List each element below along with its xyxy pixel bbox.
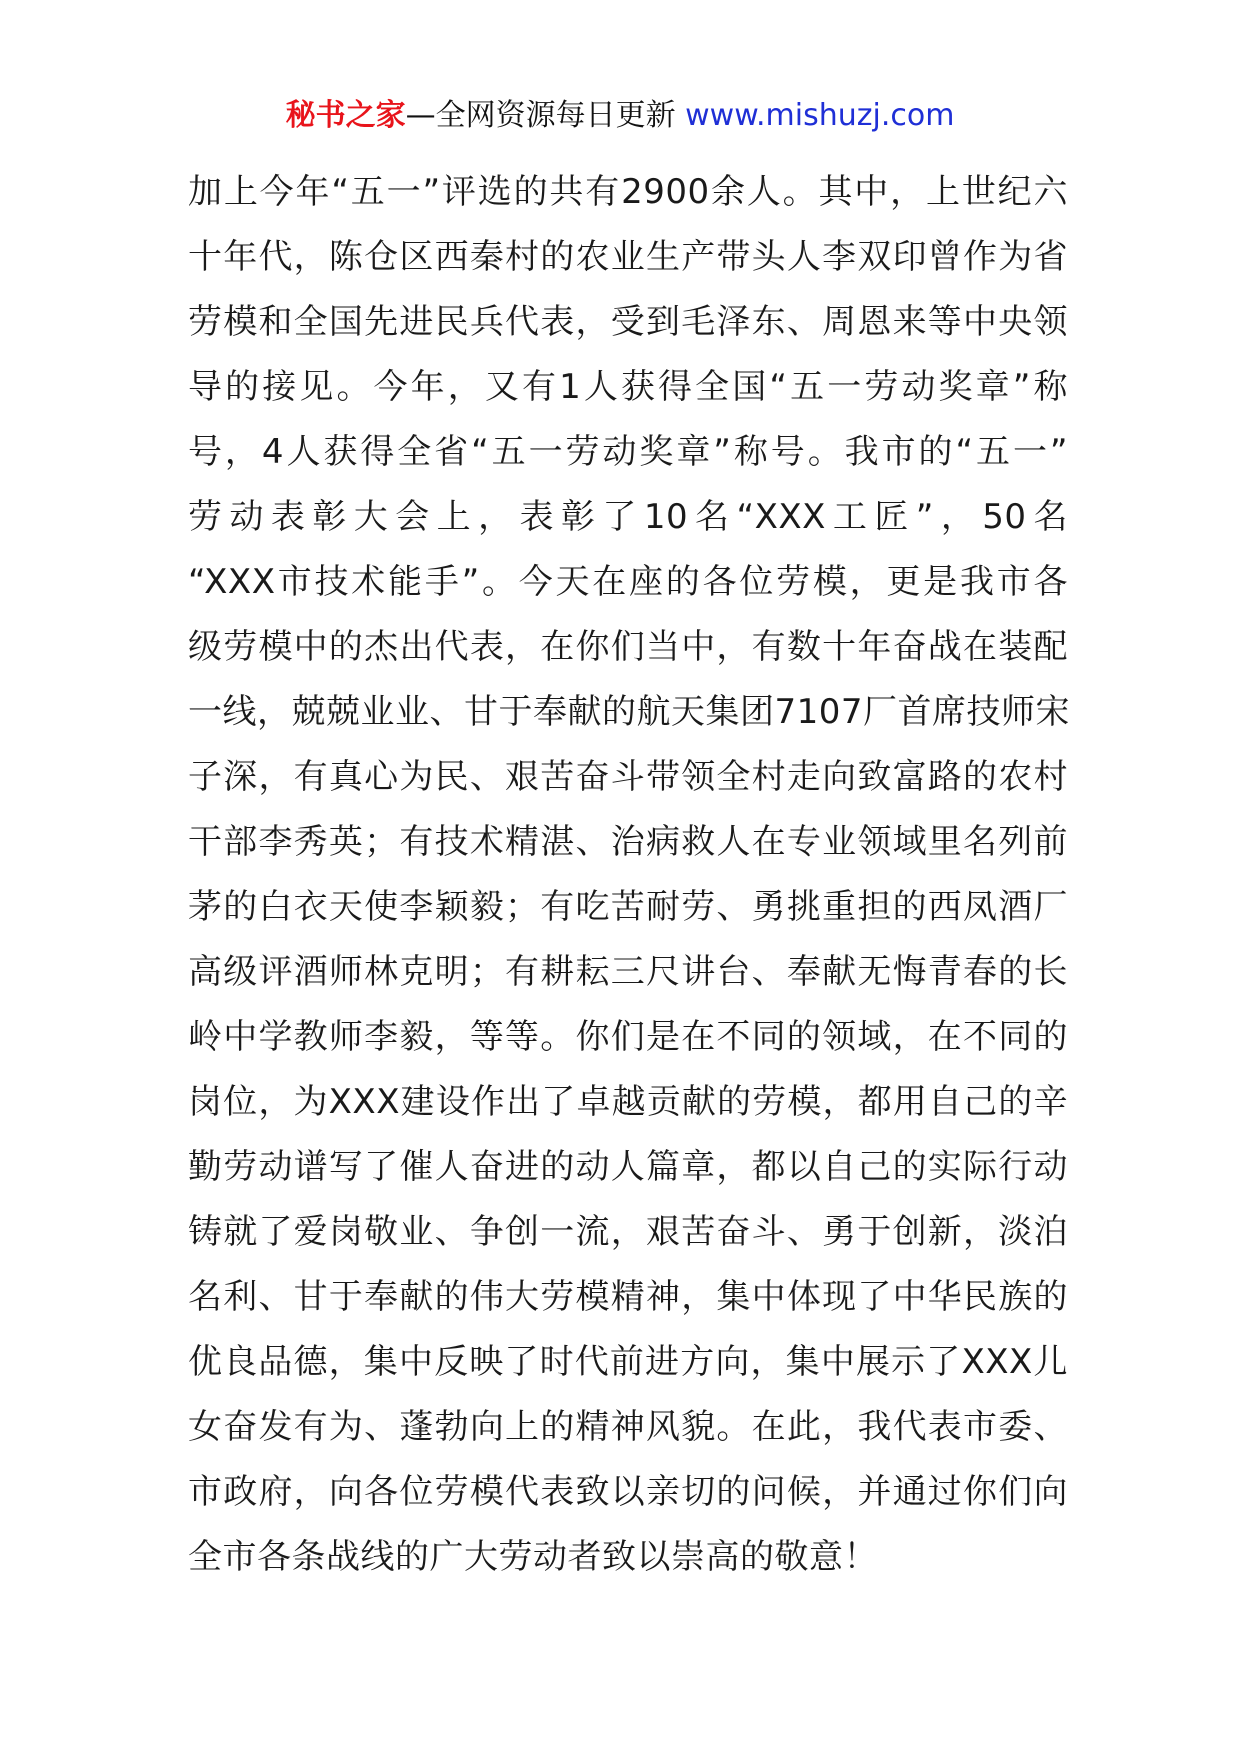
text-line: 劳动表彰大会上，表彰了10名“XXX工匠”，50名 — [188, 497, 1068, 537]
text-line: 铸就了爱岗敬业、争创一流，艰苦奋斗、勇于创新，淡泊 — [188, 1212, 1068, 1252]
text-line: 劳模和全国先进民兵代表，受到毛泽东、周恩来等中央领 — [188, 302, 1068, 342]
text-line: 岗位，为XXX建设作出了卓越贡献的劳模，都用自己的辛 — [188, 1082, 1068, 1122]
text-line: 岭中学教师李毅，等等。你们是在不同的领域，在不同的 — [188, 1017, 1068, 1057]
text-line: 号，4人获得全省“五一劳动奖章”称号。我市的“五一” — [188, 432, 1068, 472]
text-line: “XXX市技术能手”。今天在座的各位劳模，更是我市各 — [188, 562, 1068, 602]
text-line: 一线，兢兢业业、甘于奉献的航天集团7107厂首席技师宋 — [188, 692, 1071, 732]
header-slogan: —全网资源每日更新 — [405, 98, 676, 133]
text-line: 加上今年“五一”评选的共有2900余人。其中，上世纪六 — [188, 172, 1068, 212]
text-line: 名利、甘于奉献的伟大劳模精神，集中体现了中华民族的 — [188, 1277, 1068, 1317]
watermark-header — [0, 96, 1240, 136]
text-line: 干部李秀英；有技术精湛、治病救人在专业领域里名列前 — [188, 822, 1068, 862]
text-line: 级劳模中的杰出代表，在你们当中，有数十年奋战在装配 — [188, 627, 1068, 667]
document-body — [188, 160, 1071, 1590]
text-line: 高级评酒师林克明；有耕耘三尺讲台、奉献无悔青春的长 — [188, 952, 1068, 992]
header-url[interactable]: www.mishuzj.com — [685, 98, 955, 133]
text-line: 十年代，陈仓区西秦村的农业生产带头人李双印曾作为省 — [188, 237, 1068, 277]
text-line: 勤劳动谱写了催人奋进的动人篇章，都以自己的实际行动 — [188, 1147, 1068, 1187]
text-line: 导的接见。今年，又有1人获得全国“五一劳动奖章”称 — [188, 367, 1068, 407]
text-line: 茅的白衣天使李颖毅；有吃苦耐劳、勇挑重担的西凤酒厂 — [188, 887, 1068, 927]
text-line: 优良品德，集中反映了时代前进方向，集中展示了XXX儿 — [188, 1342, 1068, 1382]
text-line: 市政府，向各位劳模代表致以亲切的问候，并通过你们向 — [188, 1472, 1068, 1512]
text-line: 全市各条战线的广大劳动者致以崇高的敬意！ — [188, 1537, 878, 1577]
text-line: 女奋发有为、蓬勃向上的精神风貌。在此，我代表市委、 — [188, 1407, 1068, 1447]
text-line: 子深，有真心为民、艰苦奋斗带领全村走向致富路的农村 — [188, 757, 1068, 797]
brand-name: 秘书之家 — [285, 98, 406, 133]
